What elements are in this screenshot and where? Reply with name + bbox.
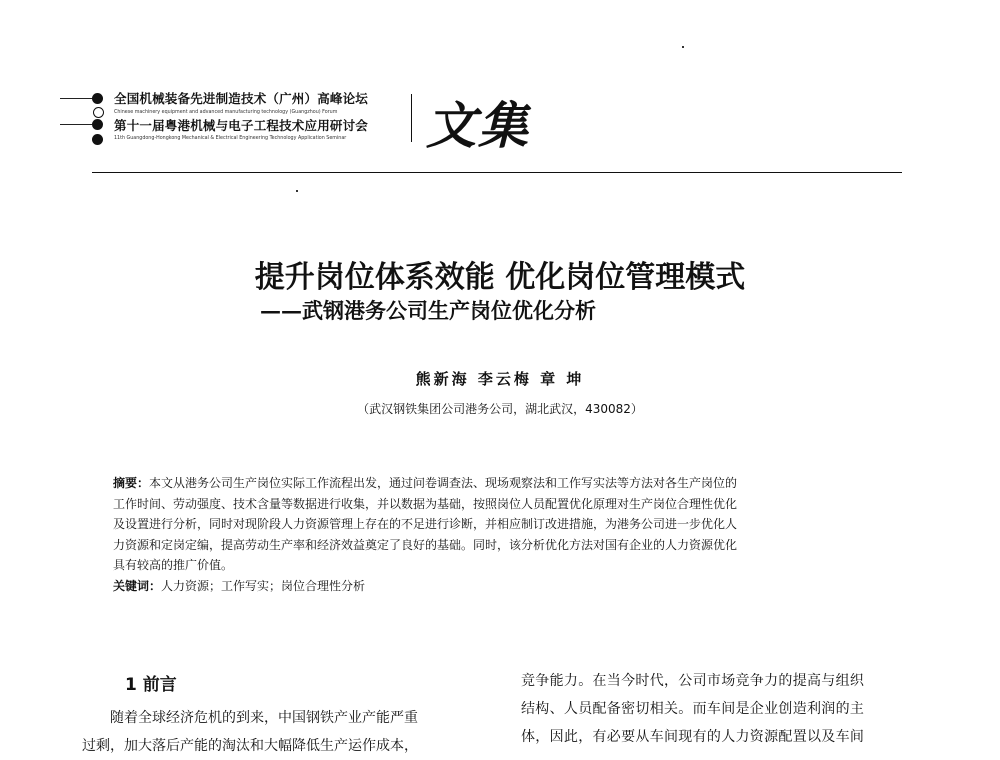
header-line-1	[60, 98, 92, 99]
abstract-line-1	[113, 473, 899, 494]
keywords-line	[113, 576, 899, 597]
abstract-line-3: 及设置进行分析，同时对现阶段人力资源管理上存在的不足进行诊断，并相应制订改进措施，为港务公司进一步优化人	[113, 517, 738, 531]
forum-bullet-icon	[92, 119, 103, 130]
header-line-2	[60, 124, 92, 125]
forum-2-title: 第十一届粤港机械与电子工程技术应用研讨会	[114, 118, 369, 133]
forum-bullet-outline-icon	[93, 107, 104, 118]
forum-2-subtitle: 11th Guangdong-Hongkong Mechanical & Electrical Engineering Technology Application Seminar	[114, 136, 347, 141]
conference-header	[60, 88, 960, 155]
left-column	[82, 704, 418, 760]
abstract-label: 摘要：	[113, 476, 150, 490]
forum-bullet-icon	[92, 134, 103, 145]
forum-bullet-icon	[92, 93, 103, 104]
header-rule	[92, 172, 902, 173]
body-line: 随着全球经济危机的到来，中国钢铁产业产能严重	[82, 710, 418, 726]
scan-speck	[296, 190, 298, 192]
body-line: 体，因此，有必要从车间现有的人力资源配置以及车间	[521, 729, 865, 745]
abstract-line-4: 力资源和定岗定编，提高劳动生产率和经济效益奠定了良好的基础。同时，该分析优化方法对国有企业的人力资源优化	[113, 537, 738, 552]
article-affiliation: （武汉钢铁集团公司港务公司，湖北武汉，430082）	[357, 402, 643, 416]
abstract-line-5: 具有较高的推广价值。	[113, 558, 234, 572]
keywords-text: 人力资源；工作写实；岗位合理性分析	[161, 578, 366, 593]
right-column	[521, 667, 864, 751]
article-subtitle: ——武钢港务公司生产岗位优化分析	[260, 298, 596, 323]
body-line: 竞争能力。在当今时代，公司市场竞争力的提高与组织	[521, 673, 865, 689]
section-heading: 1 前言	[125, 675, 177, 695]
abstract-text: 本文从港务公司生产岗位实际工作流程出发，通过问卷调查法、现场观察法和工作写实法等方法对各生产岗位的	[149, 476, 738, 490]
body-line: 结构、人员配备密切相关。而车间是企业创造利润的主	[521, 701, 865, 717]
article-title: 提升岗位体系效能 优化岗位管理模式	[254, 260, 746, 295]
forum-1-subtitle: Chinese machinery equipment and advanced manufacturing technology (Guangzhou) Forum	[114, 110, 338, 115]
abstract-line-2: 工作时间、劳动强度、技术含量等数据进行收集，并以数据为基础，按照岗位人员配置优化原理对生产岗位合理性优化	[113, 496, 738, 511]
header-separator	[411, 94, 412, 142]
scan-speck	[682, 46, 684, 48]
abstract	[113, 473, 899, 596]
body-line: 过剩，加大落后产能的淘汰和大幅降低生产运作成本，	[82, 738, 418, 754]
keywords-label: 关键词：	[113, 578, 162, 593]
article-authors: 熊新海 李云梅 章 坤	[415, 370, 585, 388]
forum-1-title: 全国机械装备先进制造技术（广州）高峰论坛	[114, 91, 369, 106]
collection-mark: 文集	[426, 96, 530, 155]
